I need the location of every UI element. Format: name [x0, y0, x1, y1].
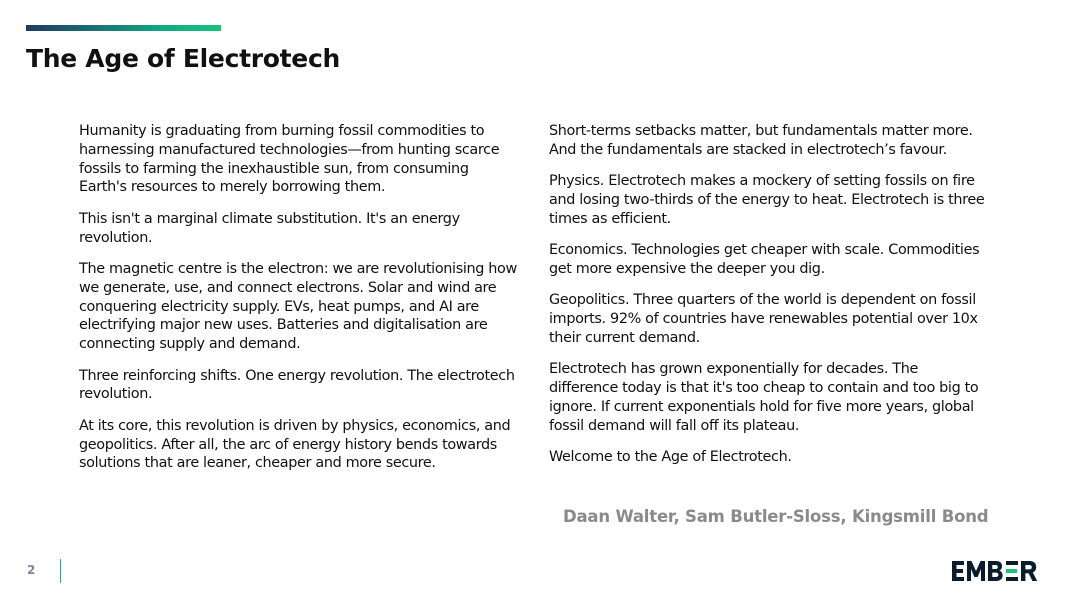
paragraph: The magnetic centre is the electron: we are revolutionising how we generate, use, and connect electrons. Solar and wind are conquering electricity supply. EVs, heat pumps, and AI are electrifying major new uses. Batteries and digitalisation are connecting supply and demand.	[79, 260, 517, 353]
paragraph: Geopolitics. Three quarters of the world is dependent on fossil imports. 92% of countries have renewables potential over 10x their current demand.	[549, 292, 978, 346]
paragraph: Short-terms setbacks matter, but fundamentals matter more. And the fundamentals are stacked in electrotech’s favour.	[549, 123, 973, 158]
paragraph: Three reinforcing shifts. One energy revolution. The electrotech revolution.	[79, 367, 515, 403]
title-accent-bar	[26, 25, 221, 31]
paragraph: Welcome to the Age of Electrotech.	[549, 449, 792, 466]
paragraph: This isn't a marginal climate substitution. It's an energy revolution.	[79, 210, 460, 246]
page-number: 2	[27, 563, 36, 577]
paragraph: Economics. Technologies get cheaper with scale. Commodities get more expensive the deeper you dig.	[549, 242, 980, 277]
page-title: The Age of Electrotech	[26, 44, 340, 73]
paragraph: Humanity is graduating from burning fossil commodities to harnessing manufactured technologies—from hunting scarce fossils to farming the inexhaustible sun, from consuming Earth's resources to merely borrowing them.	[79, 123, 500, 196]
paragraph: Physics. Electrotech makes a mockery of setting fossils on fire and losing two-thirds of the energy to heat. Electrotech is three times as efficient.	[549, 173, 985, 227]
right-text-column	[549, 122, 989, 480]
ember-logo	[951, 558, 1045, 584]
authors-byline: Daan Walter, Sam Butler-Sloss, Kingsmill Bond	[563, 507, 989, 526]
footer-divider	[60, 559, 61, 583]
left-text-column	[79, 122, 519, 486]
paragraph: Electrotech has grown exponentially for decades. The difference today is that it's too cheap to contain and too big to ignore. If current exponentials hold for five more years, global fossil demand will fall off its plateau.	[549, 361, 979, 434]
paragraph: At its core, this revolution is driven by physics, economics, and geopolitics. After all, the arc of energy history bends towards solutions that are leaner, cheaper and more secure.	[79, 417, 511, 472]
